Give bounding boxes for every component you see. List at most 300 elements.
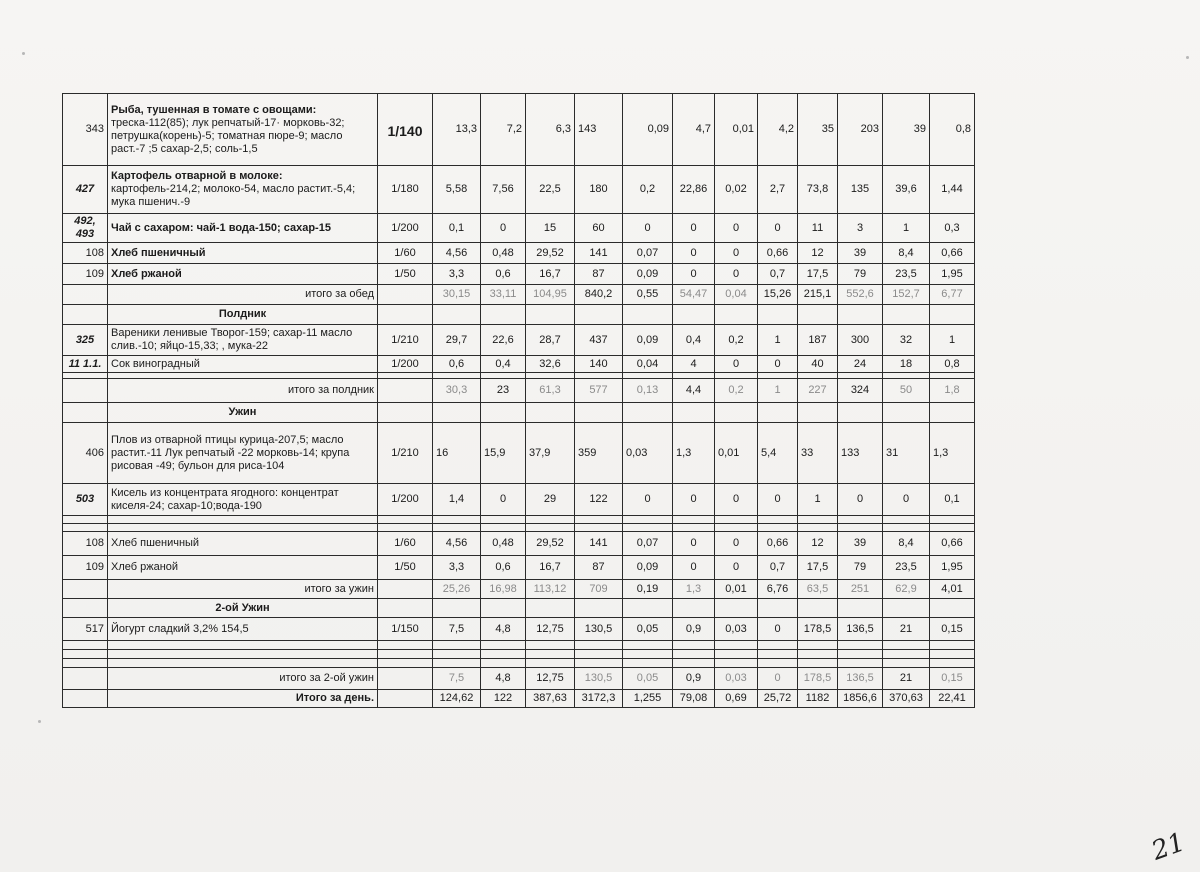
empty-cell [378, 403, 433, 423]
value-cell: 1 [798, 484, 838, 516]
value-cell: 31 [883, 423, 930, 484]
subtotal-row [63, 379, 975, 403]
value-cell: 130,5 [575, 618, 623, 641]
value-cell: 0,02 [715, 166, 758, 214]
value-cell: 5,4 [758, 423, 798, 484]
value-cell: 29 [526, 484, 575, 516]
empty-cell [623, 659, 673, 668]
blank-row [63, 659, 975, 668]
empty-cell [715, 305, 758, 325]
recipe-code: 11 1.1. [63, 356, 108, 373]
value-cell: 16,7 [526, 556, 575, 580]
empty-cell [883, 659, 930, 668]
value-cell: 0,04 [623, 356, 673, 373]
value-cell: 0,01 [715, 580, 758, 599]
empty-cell [838, 599, 883, 618]
value-cell: 0 [673, 264, 715, 285]
value-cell: 29,7 [433, 325, 481, 356]
value-cell: 12 [798, 243, 838, 264]
blank-row [63, 516, 975, 524]
section-title-second-dinner: 2-ой Ужин [108, 599, 378, 618]
empty-cell [433, 641, 481, 650]
empty-cell [433, 650, 481, 659]
value-cell: 135 [838, 166, 883, 214]
value-cell: 17,5 [798, 556, 838, 580]
table-row [63, 264, 975, 285]
recipe-code: 503 [63, 484, 108, 516]
value-cell: 387,63 [526, 690, 575, 708]
value-cell: 124,62 [433, 690, 481, 708]
empty-cell [883, 305, 930, 325]
value-cell: 33 [798, 423, 838, 484]
empty-cell [63, 379, 108, 403]
empty-cell [715, 524, 758, 532]
value-cell: 3,3 [433, 264, 481, 285]
empty-cell [798, 524, 838, 532]
value-cell: 1 [758, 379, 798, 403]
value-cell: 7,5 [433, 668, 481, 690]
empty-cell [838, 641, 883, 650]
value-cell: 6,76 [758, 580, 798, 599]
value-cell: 12,75 [526, 618, 575, 641]
value-cell: 7,2 [481, 94, 526, 166]
empty-cell [378, 641, 433, 650]
value-cell: 35 [798, 94, 838, 166]
value-cell: 136,5 [838, 668, 883, 690]
value-cell: 187 [798, 325, 838, 356]
value-cell: 4,56 [433, 532, 481, 556]
value-cell: 4,4 [673, 379, 715, 403]
subtotal-row [63, 580, 975, 599]
table-row [63, 166, 975, 214]
empty-cell [526, 599, 575, 618]
value-cell: 4,01 [930, 580, 975, 599]
value-cell: 130,5 [575, 668, 623, 690]
value-cell: 0,9 [673, 618, 715, 641]
value-cell: 73,8 [798, 166, 838, 214]
value-cell: 840,2 [575, 285, 623, 305]
empty-cell [575, 524, 623, 532]
empty-cell [798, 403, 838, 423]
value-cell: 0,1 [433, 214, 481, 243]
value-cell: 140 [575, 356, 623, 373]
dish-title: Рыба, тушенная в томате с овощами: [111, 103, 317, 116]
value-cell: 180 [575, 166, 623, 214]
empty-cell [526, 641, 575, 650]
table-row [63, 556, 975, 580]
value-cell: 1182 [798, 690, 838, 708]
value-cell: 0 [883, 484, 930, 516]
value-cell: 0,48 [481, 243, 526, 264]
value-cell: 39 [838, 243, 883, 264]
value-cell: 0,8 [930, 94, 975, 166]
empty-cell [575, 641, 623, 650]
empty-cell [798, 641, 838, 650]
value-cell: 79 [838, 264, 883, 285]
recipe-code: 427 [63, 166, 108, 214]
empty-cell [108, 659, 378, 668]
value-cell: 1,4 [433, 484, 481, 516]
value-cell: 113,12 [526, 580, 575, 599]
empty-cell [758, 305, 798, 325]
empty-cell [526, 650, 575, 659]
subtotal-row [63, 285, 975, 305]
value-cell: 0,66 [758, 532, 798, 556]
value-cell: 0 [673, 532, 715, 556]
empty-cell [673, 659, 715, 668]
empty-cell [673, 305, 715, 325]
empty-cell [433, 524, 481, 532]
empty-cell [63, 403, 108, 423]
value-cell: 0,03 [715, 618, 758, 641]
empty-cell [715, 599, 758, 618]
empty-cell [481, 305, 526, 325]
value-cell: 0,05 [623, 618, 673, 641]
empty-cell [378, 379, 433, 403]
empty-cell [433, 659, 481, 668]
value-cell: 25,72 [758, 690, 798, 708]
table-row [63, 214, 975, 243]
value-cell: 1,3 [673, 580, 715, 599]
value-cell: 22,5 [526, 166, 575, 214]
value-cell: 227 [798, 379, 838, 403]
empty-cell [623, 599, 673, 618]
value-cell: 60 [575, 214, 623, 243]
dish-name: Йогурт сладкий 3,2% 154,5 [108, 618, 378, 641]
empty-cell [758, 524, 798, 532]
value-cell: 25,26 [433, 580, 481, 599]
value-cell: 0 [673, 556, 715, 580]
empty-cell [108, 524, 378, 532]
value-cell: 0 [673, 214, 715, 243]
dish-name: Вареники ленивые Творог-159; сахар-11 масло слив.-10; яйцо-15,33; , мука-22 [108, 325, 378, 356]
empty-cell [798, 305, 838, 325]
value-cell: 17,5 [798, 264, 838, 285]
empty-cell [930, 650, 975, 659]
dish-title: Чай с сахаром: чай-1 вода-150; сахар-15 [111, 221, 331, 234]
empty-cell [575, 516, 623, 524]
empty-cell [838, 305, 883, 325]
value-cell: 4,2 [758, 94, 798, 166]
value-cell: 4,7 [673, 94, 715, 166]
value-cell: 1,3 [930, 423, 975, 484]
section-title-snack: Полдник [108, 305, 378, 325]
value-cell: 54,47 [673, 285, 715, 305]
value-cell: 1 [930, 325, 975, 356]
value-cell: 39 [883, 94, 930, 166]
value-cell: 324 [838, 379, 883, 403]
dish-name [108, 264, 378, 285]
value-cell: 552,6 [838, 285, 883, 305]
value-cell: 1,8 [930, 379, 975, 403]
value-cell: 50 [883, 379, 930, 403]
empty-cell [63, 690, 108, 708]
scan-speck [38, 720, 41, 723]
section-row [63, 599, 975, 618]
empty-cell [63, 641, 108, 650]
empty-cell [838, 403, 883, 423]
dish-name [108, 166, 378, 214]
empty-cell [930, 659, 975, 668]
scan-speck [22, 52, 25, 55]
value-cell: 0 [838, 484, 883, 516]
subtotal-label: итого за ужин [108, 580, 378, 599]
value-cell: 178,5 [798, 618, 838, 641]
empty-cell [63, 668, 108, 690]
dish-ingredients: картофель-214,2; молоко-54, масло растит.-5,4; мука пшенич.-9 [111, 183, 356, 208]
value-cell: 32,6 [526, 356, 575, 373]
value-cell: 3172,3 [575, 690, 623, 708]
value-cell: 40 [798, 356, 838, 373]
section-row [63, 305, 975, 325]
dish-name [108, 214, 378, 243]
value-cell: 300 [838, 325, 883, 356]
value-cell: 0,15 [930, 668, 975, 690]
value-cell: 0,55 [623, 285, 673, 305]
portion: 1/50 [378, 556, 433, 580]
table-row [63, 94, 975, 166]
value-cell: 15 [526, 214, 575, 243]
empty-cell [758, 599, 798, 618]
value-cell: 61,3 [526, 379, 575, 403]
value-cell: 136,5 [838, 618, 883, 641]
portion: 1/180 [378, 166, 433, 214]
empty-cell [673, 650, 715, 659]
value-cell: 30,3 [433, 379, 481, 403]
recipe-code: 108 [63, 532, 108, 556]
value-cell: 1,3 [673, 423, 715, 484]
blank-row [63, 641, 975, 650]
empty-cell [108, 516, 378, 524]
value-cell: 0 [758, 214, 798, 243]
value-cell: 23,5 [883, 556, 930, 580]
value-cell: 0,09 [623, 325, 673, 356]
empty-cell [63, 650, 108, 659]
empty-cell [758, 641, 798, 650]
portion: 1/60 [378, 532, 433, 556]
empty-cell [378, 305, 433, 325]
empty-cell [758, 659, 798, 668]
value-cell: 39 [838, 532, 883, 556]
value-cell: 0,2 [715, 325, 758, 356]
value-cell: 0 [623, 214, 673, 243]
value-cell: 8,4 [883, 532, 930, 556]
value-cell: 1,95 [930, 264, 975, 285]
empty-cell [378, 516, 433, 524]
empty-cell [673, 524, 715, 532]
empty-cell [623, 403, 673, 423]
handwritten-page-number: 21 [1147, 827, 1190, 867]
empty-cell [378, 659, 433, 668]
value-cell: 0,7 [758, 264, 798, 285]
portion: 1/200 [378, 356, 433, 373]
empty-cell [481, 524, 526, 532]
portion: 1/60 [378, 243, 433, 264]
empty-cell [378, 524, 433, 532]
subtotal-label: итого за обед [108, 285, 378, 305]
value-cell: 1,255 [623, 690, 673, 708]
value-cell: 16,98 [481, 580, 526, 599]
empty-cell [575, 599, 623, 618]
value-cell: 0,03 [715, 668, 758, 690]
empty-cell [63, 516, 108, 524]
dish-name: Хлеб пшеничный [108, 532, 378, 556]
empty-cell [433, 516, 481, 524]
value-cell: 1856,6 [838, 690, 883, 708]
portion: 1/50 [378, 264, 433, 285]
value-cell: 370,63 [883, 690, 930, 708]
empty-cell [63, 580, 108, 599]
blank-row [63, 524, 975, 532]
empty-cell [575, 305, 623, 325]
empty-cell [623, 650, 673, 659]
value-cell: 87 [575, 264, 623, 285]
empty-cell [623, 305, 673, 325]
recipe-code: 109 [63, 556, 108, 580]
dish-title: Хлеб ржаной [111, 267, 182, 280]
value-cell: 133 [838, 423, 883, 484]
value-cell: 141 [575, 532, 623, 556]
dish-ingredients: треска-112(85); лук репчатый-17· морковь-32; петрушка(корень)-5; томатная пюре-9; масло раст.-7 ;5 сахар-2,5; соль-1,5 [111, 116, 345, 155]
value-cell: 0 [715, 264, 758, 285]
empty-cell [526, 403, 575, 423]
empty-cell [623, 516, 673, 524]
value-cell: 122 [575, 484, 623, 516]
value-cell: 62,9 [883, 580, 930, 599]
value-cell: 79,08 [673, 690, 715, 708]
value-cell: 0,6 [481, 264, 526, 285]
empty-cell [378, 285, 433, 305]
empty-cell [798, 650, 838, 659]
portion: 1/150 [378, 618, 433, 641]
empty-cell [378, 599, 433, 618]
value-cell: 4,8 [481, 668, 526, 690]
table-row [63, 423, 975, 484]
dish-title: Хлеб пшеничный [111, 246, 206, 259]
empty-cell [930, 599, 975, 618]
empty-cell [575, 403, 623, 423]
value-cell: 39,6 [883, 166, 930, 214]
empty-cell [673, 599, 715, 618]
portion: 1/200 [378, 484, 433, 516]
value-cell: 152,7 [883, 285, 930, 305]
empty-cell [63, 659, 108, 668]
value-cell: 23 [481, 379, 526, 403]
value-cell: 3,3 [433, 556, 481, 580]
value-cell: 0,66 [758, 243, 798, 264]
value-cell: 0 [758, 484, 798, 516]
value-cell: 178,5 [798, 668, 838, 690]
value-cell: 0,1 [930, 484, 975, 516]
table-row [63, 325, 975, 356]
value-cell: 0,2 [623, 166, 673, 214]
empty-cell [378, 690, 433, 708]
empty-cell [930, 641, 975, 650]
value-cell: 0,07 [623, 532, 673, 556]
value-cell: 0,2 [715, 379, 758, 403]
portion: 1/140 [378, 94, 433, 166]
value-cell: 0,09 [623, 94, 673, 166]
empty-cell [715, 516, 758, 524]
table-row [63, 618, 975, 641]
empty-cell [63, 524, 108, 532]
value-cell: 4,56 [433, 243, 481, 264]
recipe-code: 517 [63, 618, 108, 641]
grand-total-label: Итого за день. [108, 690, 378, 708]
value-cell: 30,15 [433, 285, 481, 305]
nutrition-table [62, 93, 975, 708]
value-cell: 28,7 [526, 325, 575, 356]
empty-cell [715, 641, 758, 650]
empty-cell [481, 403, 526, 423]
empty-cell [526, 305, 575, 325]
value-cell: 33,11 [481, 285, 526, 305]
recipe-code: 406 [63, 423, 108, 484]
empty-cell [63, 599, 108, 618]
empty-cell [575, 659, 623, 668]
value-cell: 0,4 [673, 325, 715, 356]
value-cell: 1,95 [930, 556, 975, 580]
value-cell: 37,9 [526, 423, 575, 484]
empty-cell [883, 599, 930, 618]
recipe-code: 492, 493 [63, 214, 108, 243]
empty-cell [481, 641, 526, 650]
recipe-code: 325 [63, 325, 108, 356]
table-row [63, 484, 975, 516]
value-cell: 18 [883, 356, 930, 373]
empty-cell [378, 580, 433, 599]
empty-cell [481, 659, 526, 668]
empty-cell [838, 516, 883, 524]
empty-cell [108, 650, 378, 659]
recipe-code: 343 [63, 94, 108, 166]
empty-cell [758, 516, 798, 524]
value-cell: 87 [575, 556, 623, 580]
value-cell: 7,56 [481, 166, 526, 214]
dish-title: Картофель отварной в молоке: [111, 170, 283, 182]
value-cell: 21 [883, 618, 930, 641]
empty-cell [481, 650, 526, 659]
empty-cell [930, 524, 975, 532]
value-cell: 0 [758, 618, 798, 641]
empty-cell [673, 641, 715, 650]
value-cell: 79 [838, 556, 883, 580]
value-cell: 0,09 [623, 264, 673, 285]
value-cell: 2,7 [758, 166, 798, 214]
value-cell: 0,07 [623, 243, 673, 264]
value-cell: 24 [838, 356, 883, 373]
value-cell: 0 [673, 243, 715, 264]
empty-cell [758, 650, 798, 659]
value-cell: 4 [673, 356, 715, 373]
value-cell: 0,9 [673, 668, 715, 690]
value-cell: 3 [838, 214, 883, 243]
value-cell: 0,15 [930, 618, 975, 641]
value-cell: 0,01 [715, 94, 758, 166]
empty-cell [378, 668, 433, 690]
value-cell: 22,86 [673, 166, 715, 214]
value-cell: 1 [883, 214, 930, 243]
recipe-code: 108 [63, 243, 108, 264]
empty-cell [63, 285, 108, 305]
value-cell: 143 [575, 94, 623, 166]
dish-name: Кисель из концентрата ягодного: концентрат киселя-24; сахар-10;вода-190 [108, 484, 378, 516]
empty-cell [930, 403, 975, 423]
value-cell: 15,9 [481, 423, 526, 484]
value-cell: 12,75 [526, 668, 575, 690]
empty-cell [108, 641, 378, 650]
value-cell: 359 [575, 423, 623, 484]
